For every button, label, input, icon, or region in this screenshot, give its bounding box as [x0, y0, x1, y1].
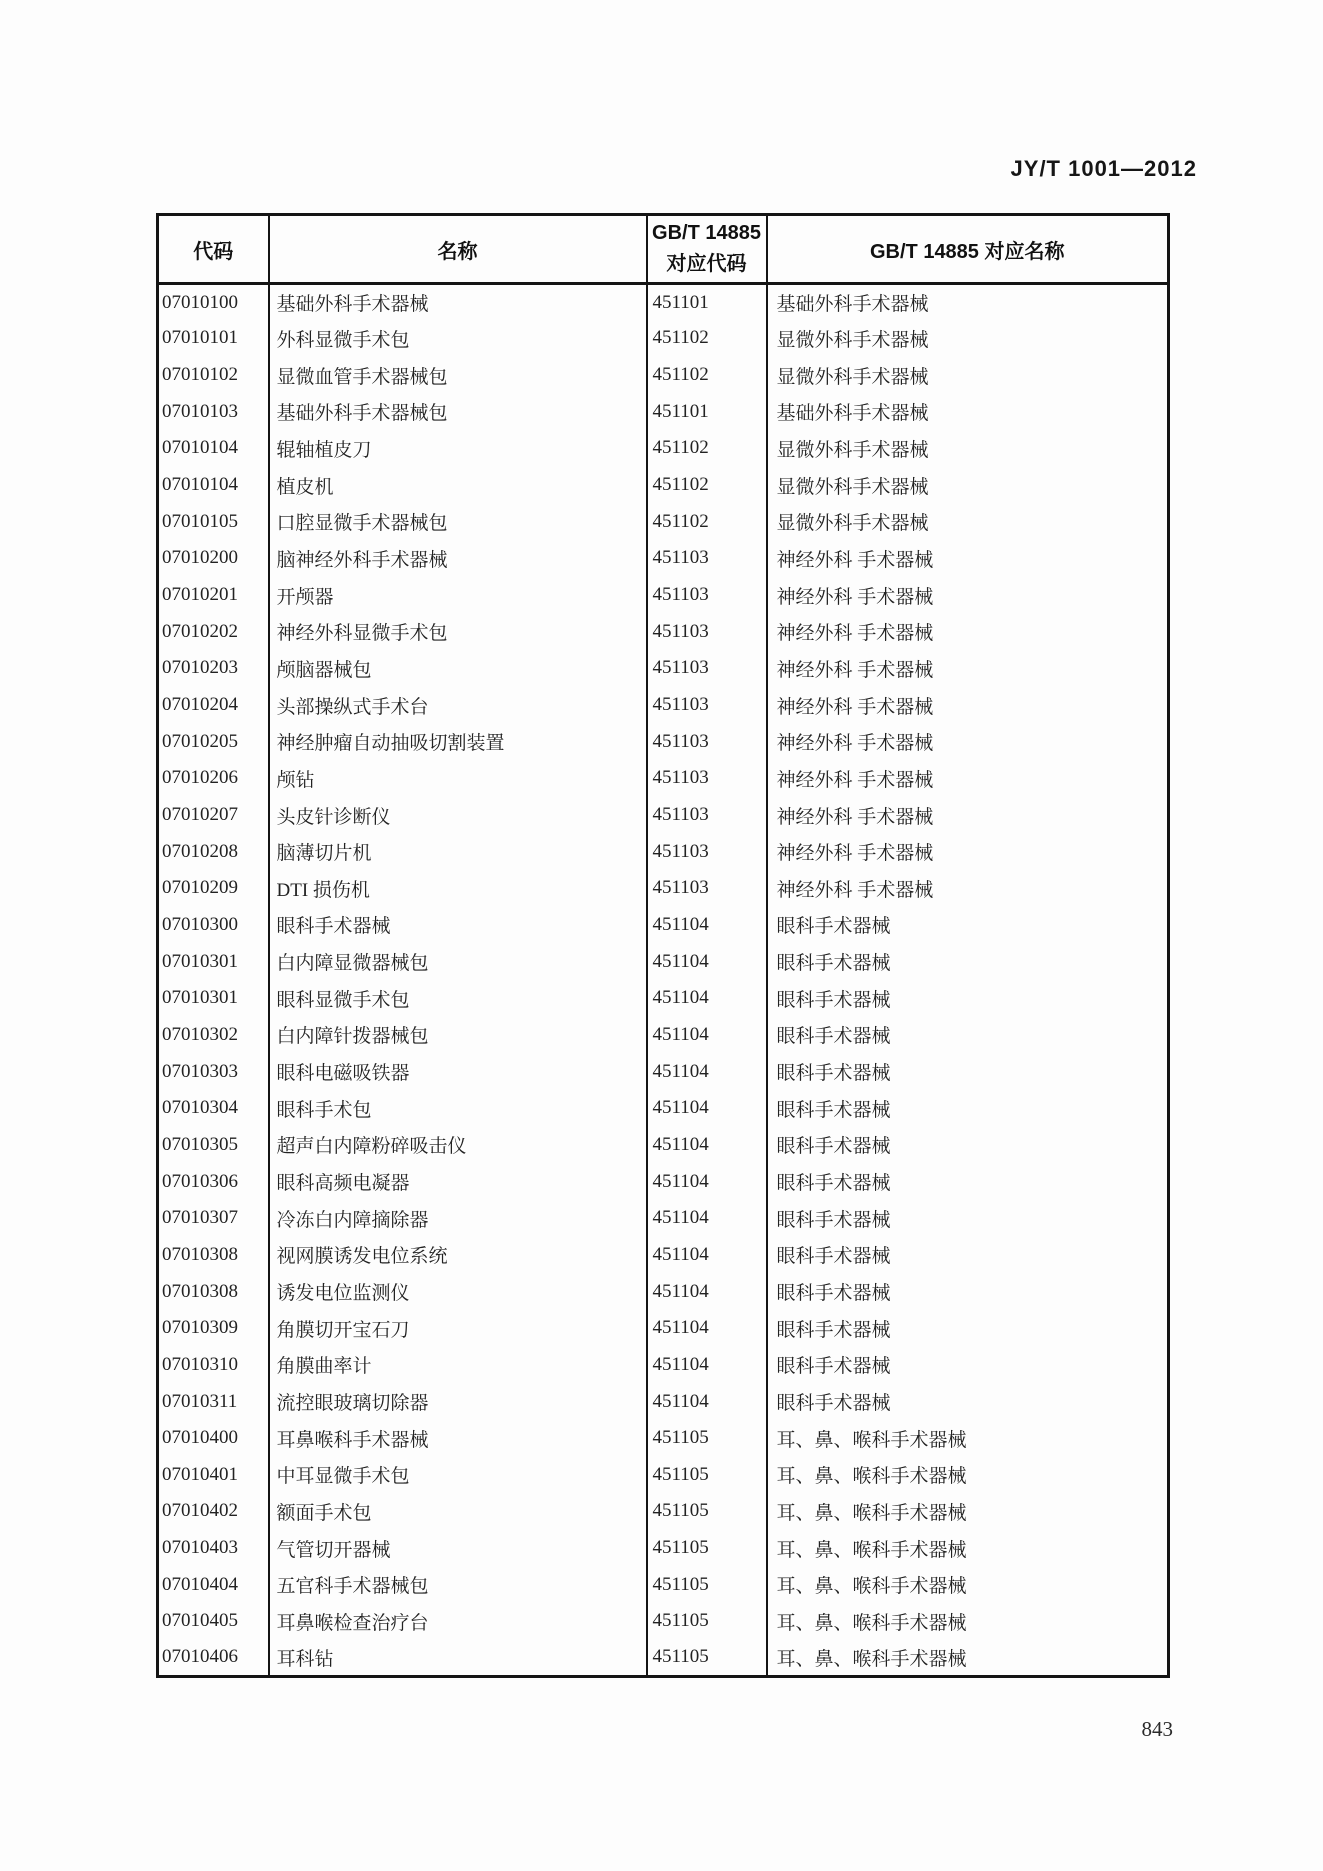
table-row: [158, 760, 1169, 797]
cell-gbt-name: 神经外科 手术器械: [767, 577, 1169, 614]
col-header-gbt-name: GB/T 14885 对应名称: [767, 215, 1169, 284]
cell-code: 07010105: [162, 510, 238, 532]
cell-gbt-name: 显微外科手术器械: [767, 467, 1169, 504]
cell-gbt-name: 耳、鼻、喉科手术器械: [767, 1530, 1169, 1567]
table-row: [158, 393, 1169, 430]
cell-gbt-name: 眼科手术器械: [767, 907, 1169, 944]
table-row: [158, 1053, 1169, 1090]
cell-name: 耳鼻喉科手术器械: [269, 1420, 647, 1457]
cell-gbt-name: 耳、鼻、喉科手术器械: [767, 1640, 1169, 1677]
table-row: [158, 1200, 1169, 1237]
table-row: [158, 1493, 1169, 1530]
cell-gbt-code: 451105: [647, 1493, 767, 1530]
cell-gbt-name: 眼科手术器械: [767, 1310, 1169, 1347]
cell-gbt-code: 451103: [647, 870, 767, 907]
cell-name: 眼科手术器械: [269, 907, 647, 944]
col-header-gbt-code-line1: GB/T 14885: [652, 222, 761, 244]
cell-gbt-code: 451103: [647, 723, 767, 760]
cell-gbt-name: 显微外科手术器械: [767, 320, 1169, 357]
table-row: [158, 1603, 1169, 1640]
cell-code: 07010308: [162, 1243, 238, 1265]
code-mapping-table: [156, 213, 1170, 1678]
cell-name: 白内障针拨器械包: [269, 1017, 647, 1054]
cell-gbt-name: 神经外科 手术器械: [767, 650, 1169, 687]
cell-gbt-code: 451103: [647, 650, 767, 687]
table-row: [158, 357, 1169, 394]
cell-gbt-code: 451105: [647, 1457, 767, 1494]
table-row: [158, 1127, 1169, 1164]
table-row: [158, 577, 1169, 614]
cell-gbt-name: 神经外科 手术器械: [767, 760, 1169, 797]
table-row: [158, 1090, 1169, 1127]
cell-name: 脑薄切片机: [269, 833, 647, 870]
cell-gbt-code: 451101: [647, 284, 767, 321]
cell-code: 07010404: [162, 1573, 238, 1595]
cell-code: 07010300: [162, 913, 238, 935]
cell-name: 眼科手术包: [269, 1090, 647, 1127]
cell-name: 脑神经外科手术器械: [269, 540, 647, 577]
cell-code: 07010104: [162, 437, 238, 459]
cell-name: 角膜切开宝石刀: [269, 1310, 647, 1347]
cell-name: 外科显微手术包: [269, 320, 647, 357]
cell-name: 辊轴植皮刀: [269, 430, 647, 467]
cell-code: 07010304: [162, 1097, 238, 1119]
cell-gbt-name: 眼科手术器械: [767, 1163, 1169, 1200]
cell-gbt-name: 显微外科手术器械: [767, 357, 1169, 394]
table-row: [158, 797, 1169, 834]
cell-code: 07010402: [162, 1500, 238, 1522]
table-row: [158, 1273, 1169, 1310]
cell-gbt-code: 451104: [647, 1273, 767, 1310]
cell-gbt-code: 451105: [647, 1603, 767, 1640]
cell-gbt-code: 451104: [647, 1200, 767, 1237]
cell-name: 神经肿瘤自动抽吸切割装置: [269, 723, 647, 760]
cell-gbt-code: 451104: [647, 1383, 767, 1420]
cell-gbt-name: 眼科手术器械: [767, 1347, 1169, 1384]
table-body: [158, 284, 1169, 1677]
cell-code: 07010310: [162, 1353, 238, 1375]
cell-gbt-name: 基础外科手术器械: [767, 284, 1169, 321]
table-row: [158, 613, 1169, 650]
cell-gbt-name: 眼科手术器械: [767, 1237, 1169, 1274]
cell-code: 07010206: [162, 767, 238, 789]
cell-gbt-name: 显微外科手术器械: [767, 430, 1169, 467]
table-row: [158, 540, 1169, 577]
cell-name: 开颅器: [269, 577, 647, 614]
cell-code: 07010205: [162, 730, 238, 752]
cell-gbt-name: 神经外科 手术器械: [767, 723, 1169, 760]
cell-name: 五官科手术器械包: [269, 1566, 647, 1603]
cell-code: 07010401: [162, 1463, 238, 1485]
cell-code: 07010403: [162, 1537, 238, 1559]
table-row: [158, 1163, 1169, 1200]
cell-code: 07010311: [162, 1390, 238, 1412]
cell-name: 白内障显微器械包: [269, 943, 647, 980]
cell-gbt-code: 451104: [647, 907, 767, 944]
cell-code: 07010200: [162, 547, 238, 569]
table-row: [158, 1457, 1169, 1494]
cell-code: 07010103: [162, 400, 238, 422]
cell-gbt-code: 451104: [647, 1017, 767, 1054]
cell-gbt-code: 451101: [647, 393, 767, 430]
cell-gbt-code: 451103: [647, 577, 767, 614]
cell-code: 07010302: [162, 1023, 238, 1045]
cell-name: 耳鼻喉检查治疗台: [269, 1603, 647, 1640]
cell-name: 颅脑器械包: [269, 650, 647, 687]
cell-code: 07010100: [162, 291, 238, 313]
cell-gbt-name: 眼科手术器械: [767, 1273, 1169, 1310]
cell-name: 眼科高频电凝器: [269, 1163, 647, 1200]
cell-gbt-code: 451104: [647, 1237, 767, 1274]
table-row: [158, 503, 1169, 540]
cell-name: 流控眼玻璃切除器: [269, 1383, 647, 1420]
standard-number: JY/T 1001—2012: [1010, 156, 1197, 181]
table-row: [158, 1383, 1169, 1420]
table-row: [158, 980, 1169, 1017]
table-row: [158, 650, 1169, 687]
cell-code: 07010207: [162, 804, 238, 826]
cell-code: 07010309: [162, 1317, 238, 1339]
cell-code: 07010307: [162, 1207, 238, 1229]
col-header-gbt-code: [647, 215, 767, 284]
table-row: [158, 320, 1169, 357]
cell-gbt-name: 神经外科 手术器械: [767, 797, 1169, 834]
cell-code: 07010203: [162, 657, 238, 679]
cell-code: 07010202: [162, 620, 238, 642]
cell-name: 颅钻: [269, 760, 647, 797]
cell-gbt-code: 451102: [647, 503, 767, 540]
table-header-row: [158, 215, 1169, 284]
cell-gbt-name: 耳、鼻、喉科手术器械: [767, 1457, 1169, 1494]
table-row: [158, 430, 1169, 467]
page-number: 843: [1141, 1717, 1173, 1741]
cell-name: 口腔显微手术器械包: [269, 503, 647, 540]
cell-name: 头皮针诊断仪: [269, 797, 647, 834]
cell-gbt-name: 神经外科 手术器械: [767, 613, 1169, 650]
cell-code: 07010201: [162, 584, 238, 606]
cell-code: 07010305: [162, 1133, 238, 1155]
cell-name: 角膜曲率计: [269, 1347, 647, 1384]
table-row: [158, 1530, 1169, 1567]
cell-gbt-name: 神经外科 手术器械: [767, 687, 1169, 724]
cell-gbt-name: 基础外科手术器械: [767, 393, 1169, 430]
col-header-code: 代码: [158, 215, 269, 284]
cell-gbt-code: 451103: [647, 797, 767, 834]
cell-code: 07010306: [162, 1170, 238, 1192]
cell-name: 超声白内障粉碎吸击仪: [269, 1127, 647, 1164]
cell-gbt-code: 451104: [647, 1347, 767, 1384]
table-row: [158, 1310, 1169, 1347]
cell-gbt-name: 眼科手术器械: [767, 1053, 1169, 1090]
table-row: [158, 907, 1169, 944]
table-row: [158, 1566, 1169, 1603]
cell-name: 中耳显微手术包: [269, 1457, 647, 1494]
cell-gbt-code: 451102: [647, 467, 767, 504]
cell-gbt-code: 451103: [647, 613, 767, 650]
cell-gbt-code: 451105: [647, 1566, 767, 1603]
cell-gbt-code: 451103: [647, 540, 767, 577]
cell-gbt-code: 451102: [647, 320, 767, 357]
cell-name: 神经外科显微手术包: [269, 613, 647, 650]
table-row: [158, 467, 1169, 504]
table-row: [158, 687, 1169, 724]
cell-gbt-name: 眼科手术器械: [767, 1127, 1169, 1164]
cell-code: 07010204: [162, 694, 238, 716]
cell-name: 头部操纵式手术台: [269, 687, 647, 724]
cell-gbt-code: 451104: [647, 1163, 767, 1200]
table-row: [158, 284, 1169, 321]
cell-gbt-code: 451105: [647, 1420, 767, 1457]
cell-gbt-name: 眼科手术器械: [767, 1017, 1169, 1054]
cell-gbt-code: 451104: [647, 1053, 767, 1090]
table-row: [158, 943, 1169, 980]
cell-gbt-code: 451102: [647, 430, 767, 467]
cell-code: 07010303: [162, 1060, 238, 1082]
cell-code: 07010104: [162, 474, 238, 496]
cell-gbt-name: 神经外科 手术器械: [767, 833, 1169, 870]
cell-code: 07010102: [162, 364, 238, 386]
cell-name: 耳科钻: [269, 1640, 647, 1677]
cell-name: 视网膜诱发电位系统: [269, 1237, 647, 1274]
cell-gbt-code: 451104: [647, 1310, 767, 1347]
cell-name: 眼科电磁吸铁器: [269, 1053, 647, 1090]
cell-name: 基础外科手术器械包: [269, 393, 647, 430]
cell-gbt-code: 451103: [647, 760, 767, 797]
cell-gbt-name: 耳、鼻、喉科手术器械: [767, 1566, 1169, 1603]
cell-code: 07010400: [162, 1427, 238, 1449]
table-row: [158, 1420, 1169, 1457]
cell-gbt-name: 眼科手术器械: [767, 980, 1169, 1017]
cell-name: 气管切开器械: [269, 1530, 647, 1567]
cell-gbt-code: 451103: [647, 687, 767, 724]
cell-gbt-name: 神经外科 手术器械: [767, 540, 1169, 577]
cell-gbt-code: 451104: [647, 980, 767, 1017]
cell-name: 诱发电位监测仪: [269, 1273, 647, 1310]
cell-gbt-code: 451102: [647, 357, 767, 394]
col-header-name: 名称: [269, 215, 647, 284]
cell-gbt-name: 神经外科 手术器械: [767, 870, 1169, 907]
cell-code: 07010405: [162, 1610, 238, 1632]
table-row: [158, 1237, 1169, 1274]
cell-name: 额面手术包: [269, 1493, 647, 1530]
cell-gbt-code: 451105: [647, 1530, 767, 1567]
cell-name: 眼科显微手术包: [269, 980, 647, 1017]
cell-gbt-code: 451104: [647, 1090, 767, 1127]
cell-gbt-name: 耳、鼻、喉科手术器械: [767, 1603, 1169, 1640]
cell-gbt-code: 451104: [647, 1127, 767, 1164]
cell-code: 07010209: [162, 877, 238, 899]
cell-name: DTI 损伤机: [269, 870, 647, 907]
cell-gbt-code: 451103: [647, 833, 767, 870]
cell-code: 07010208: [162, 840, 238, 862]
cell-name: 植皮机: [269, 467, 647, 504]
cell-code: 07010301: [162, 950, 238, 972]
cell-gbt-name: 显微外科手术器械: [767, 503, 1169, 540]
cell-name: 基础外科手术器械: [269, 284, 647, 321]
table-row: [158, 1347, 1169, 1384]
cell-code: 07010406: [162, 1646, 238, 1668]
table-row: [158, 870, 1169, 907]
table-row: [158, 833, 1169, 870]
table-row: [158, 1017, 1169, 1054]
cell-gbt-code: 451104: [647, 943, 767, 980]
table-row: [158, 1640, 1169, 1677]
cell-gbt-name: 眼科手术器械: [767, 943, 1169, 980]
cell-code: 07010301: [162, 987, 238, 1009]
cell-gbt-name: 眼科手术器械: [767, 1200, 1169, 1237]
cell-code: 07010308: [162, 1280, 238, 1302]
cell-gbt-code: 451105: [647, 1640, 767, 1677]
table-row: [158, 723, 1169, 760]
cell-name: 显微血管手术器械包: [269, 357, 647, 394]
col-header-gbt-code-line2: 对应代码: [666, 253, 747, 275]
cell-name: 冷冻白内障摘除器: [269, 1200, 647, 1237]
cell-gbt-name: 耳、鼻、喉科手术器械: [767, 1420, 1169, 1457]
cell-gbt-name: 耳、鼻、喉科手术器械: [767, 1493, 1169, 1530]
cell-gbt-name: 眼科手术器械: [767, 1090, 1169, 1127]
cell-code: 07010101: [162, 327, 238, 349]
cell-gbt-name: 眼科手术器械: [767, 1383, 1169, 1420]
